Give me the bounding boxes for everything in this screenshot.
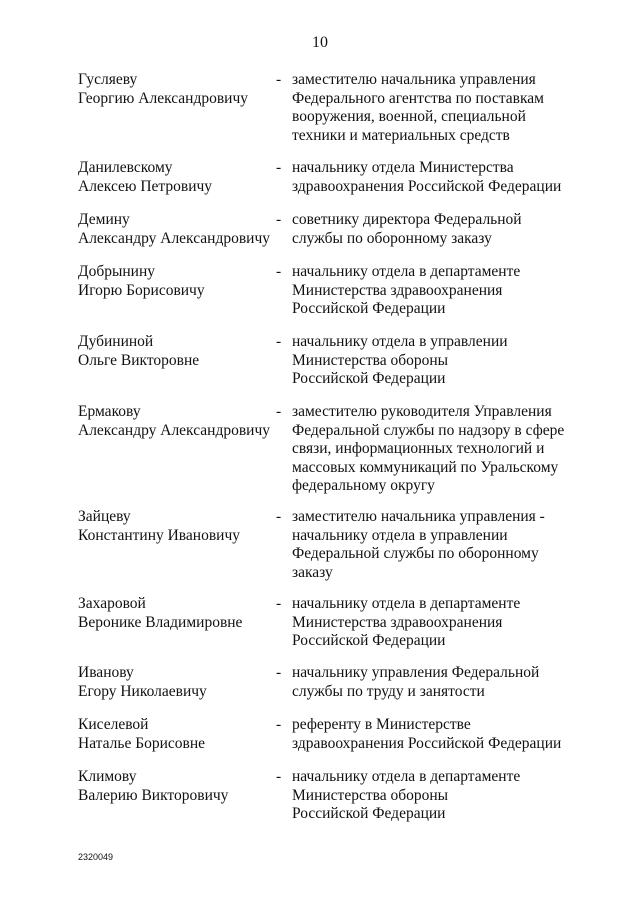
given-names: Игорю Борисовичу xyxy=(78,281,205,299)
person-name xyxy=(78,595,268,632)
surname: Данилевскому xyxy=(78,159,173,176)
position-title: референту в Министерстве здравоохранения Российской Федерации xyxy=(292,716,562,752)
surname: Добрынину xyxy=(78,263,156,280)
position-title: начальнику управления Федеральной службы по труду и занятости xyxy=(292,664,540,700)
surname: Зайцеву xyxy=(78,508,131,525)
person-name xyxy=(78,716,268,753)
given-names: Ольге Викторовне xyxy=(78,351,200,369)
document-code: 2320049 xyxy=(78,852,114,862)
position-title: заместителю руководителя Управления Федеральной службы по надзору в сфере связи, информационных технологий и массовых коммуникаций по Уральскому федеральному округу xyxy=(292,403,565,494)
person-name xyxy=(78,333,268,370)
position-title: начальнику отдела в департаменте Министерства обороны Российской Федерации xyxy=(292,768,521,822)
dash-separator: - xyxy=(276,508,282,525)
given-names: Валерию Викторовичу xyxy=(78,786,229,804)
given-names: Алексею Петровичу xyxy=(78,177,213,195)
surname: Ермакову xyxy=(78,403,141,420)
given-names: Егору Николаевичу xyxy=(78,682,207,700)
person-name xyxy=(78,664,268,701)
position-title: начальнику отдела в департаменте Министерства здравоохранения Российской Федерации xyxy=(292,595,521,649)
surname: Гусляеву xyxy=(78,71,138,88)
surname: Захаровой xyxy=(78,595,146,612)
surname: Киселевой xyxy=(78,716,149,733)
person-name xyxy=(78,71,268,108)
dash-separator: - xyxy=(276,71,282,88)
surname: Демину xyxy=(78,211,130,228)
page-number: 10 xyxy=(312,34,328,51)
dash-separator: - xyxy=(276,333,282,350)
dash-separator: - xyxy=(276,159,282,176)
dash-separator: - xyxy=(276,211,282,228)
position-title: начальнику отдела Министерства здравоохранения Российской Федерации xyxy=(292,159,562,195)
person-name xyxy=(78,159,268,196)
person-name xyxy=(78,211,268,248)
dash-separator: - xyxy=(276,716,282,733)
surname: Климову xyxy=(78,768,137,785)
dash-separator: - xyxy=(276,263,282,280)
given-names: Александру Александровичу xyxy=(78,421,270,439)
dash-separator: - xyxy=(276,595,282,612)
position-title: начальнику отдела в управлении Министерства обороны Российской Федерации xyxy=(292,333,508,387)
given-names: Константину Ивановичу xyxy=(78,526,241,544)
position-title: заместителю начальника управления Федерального агентства по поставкам вооружения, военной, специальной техники и материальных средств xyxy=(292,71,544,144)
person-name xyxy=(78,263,268,300)
dash-separator: - xyxy=(276,403,282,420)
position-title: начальнику отдела в департаменте Министерства здравоохранения Российской Федерации xyxy=(292,263,521,317)
given-names: Веронике Владимировне xyxy=(78,613,243,631)
given-names: Георгию Александровичу xyxy=(78,89,249,107)
position-title: советнику директора Федеральной службы по оборонному заказу xyxy=(292,211,522,247)
dash-separator: - xyxy=(276,768,282,785)
given-names: Наталье Борисовне xyxy=(78,734,206,752)
surname: Дубининой xyxy=(78,333,154,350)
person-name xyxy=(78,403,268,440)
person-name xyxy=(78,508,268,545)
given-names: Александру Александровичу xyxy=(78,229,270,247)
surname: Иванову xyxy=(78,664,134,681)
position-title: заместителю начальника управления - начальнику отдела в управлении Федеральной службы по оборонному заказу xyxy=(292,508,545,581)
dash-separator: - xyxy=(276,664,282,681)
person-name xyxy=(78,768,268,805)
